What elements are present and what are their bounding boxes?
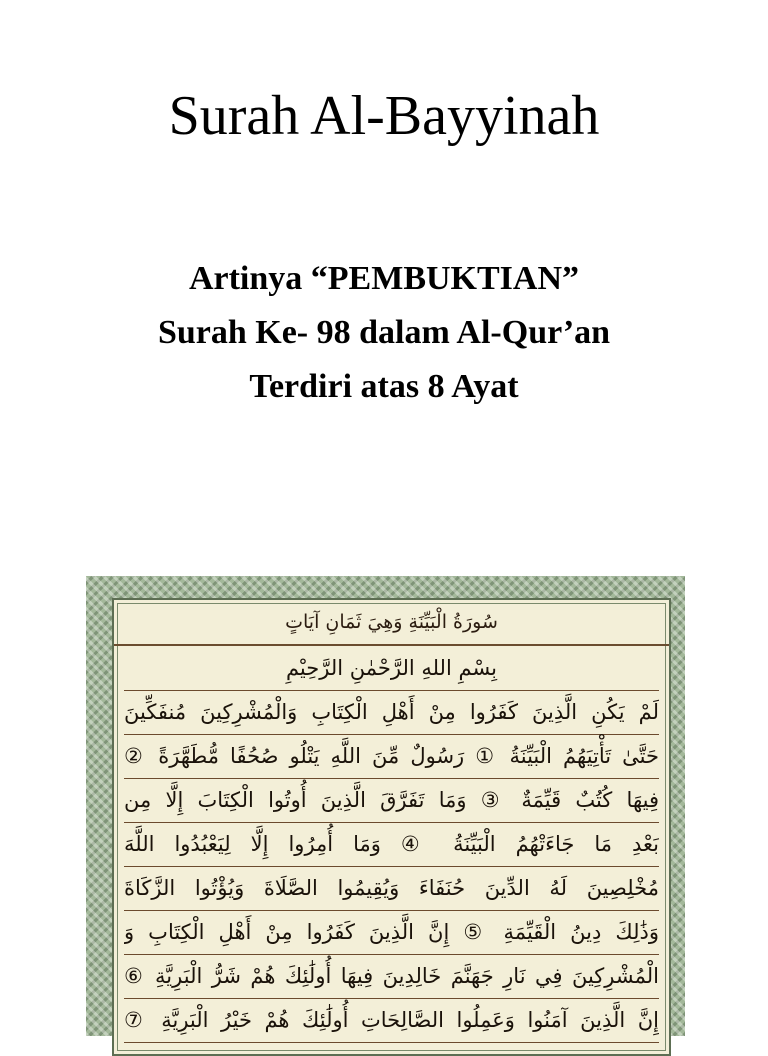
mushaf-line: لَمْ يَكُنِ الَّذِينَ كَفَرُوا مِنْ أَهْلِ الْكِتَابِ وَالْمُشْرِكِينَ مُنفَكِّينَ [124, 690, 659, 735]
subtitle-surah-number: Surah Ke- 98 dalam Al-Qur’an [157, 314, 611, 351]
subtitle-block [0, 252, 768, 414]
mushaf-page-image [86, 576, 685, 1036]
mushaf-line: مُخْلِصِينَ لَهُ الدِّينَ حُنَفَاءَ وَيُقِيمُوا الصَّلَاةَ وَيُؤْتُوا الزَّكَاةَ [124, 866, 659, 911]
page-title: Surah Al-Bayyinah [168, 85, 600, 147]
mushaf-line: فِيهَا كُتُبٌ قَيِّمَةٌ ③ وَمَا تَفَرَّقَ الَّذِينَ أُوتُوا الْكِتَابَ إِلَّا مِن [124, 778, 659, 823]
subtitle-verse-count: Terdiri atas 8 Ayat [249, 368, 519, 405]
mushaf-line: بَعْدِ مَا جَاءَتْهُمُ الْبَيِّنَةُ ④ وَمَا أُمِرُوا إِلَّا لِيَعْبُدُوا اللَّهَ [124, 822, 659, 867]
surah-header-text: سُورَةُ الْبَيِّنَةِ وَهِيَ ثَمَانِ آيَاتٍ [285, 611, 498, 633]
mushaf-line: إِنَّ الَّذِينَ آمَنُوا وَعَمِلُوا الصَّالِحَاتِ أُولَٰئِكَ هُمْ خَيْرُ الْبَرِيَّةِ ⑦ [124, 998, 659, 1043]
mushaf-line: الْمُشْرِكِينَ فِي نَارِ جَهَنَّمَ خَالِدِينَ فِيهَا أُولَٰئِكَ هُمْ شَرُّ الْبَرِيَّةِ ⑥ [124, 954, 659, 999]
mushaf-line: وَذَٰلِكَ دِينُ الْقَيِّمَةِ ⑤ إِنَّ الَّذِينَ كَفَرُوا مِنْ أَهْلِ الْكِتَابِ وَ [124, 910, 659, 955]
subtitle-meaning: Artinya “PEMBUKTIAN” [188, 260, 580, 297]
surah-header [114, 600, 669, 646]
mushaf-text-area [112, 598, 671, 1056]
mushaf-line-basmala: بِسْمِ اللهِ الرَّحْمٰنِ الرَّحِيْمِ [124, 646, 659, 691]
mushaf-line: حَتَّىٰ تَأْتِيَهُمُ الْبَيِّنَةُ ① رَسُولٌ مِّنَ اللَّهِ يَتْلُو صُحُفًا مُّطَهَّرَةً ② [124, 734, 659, 779]
